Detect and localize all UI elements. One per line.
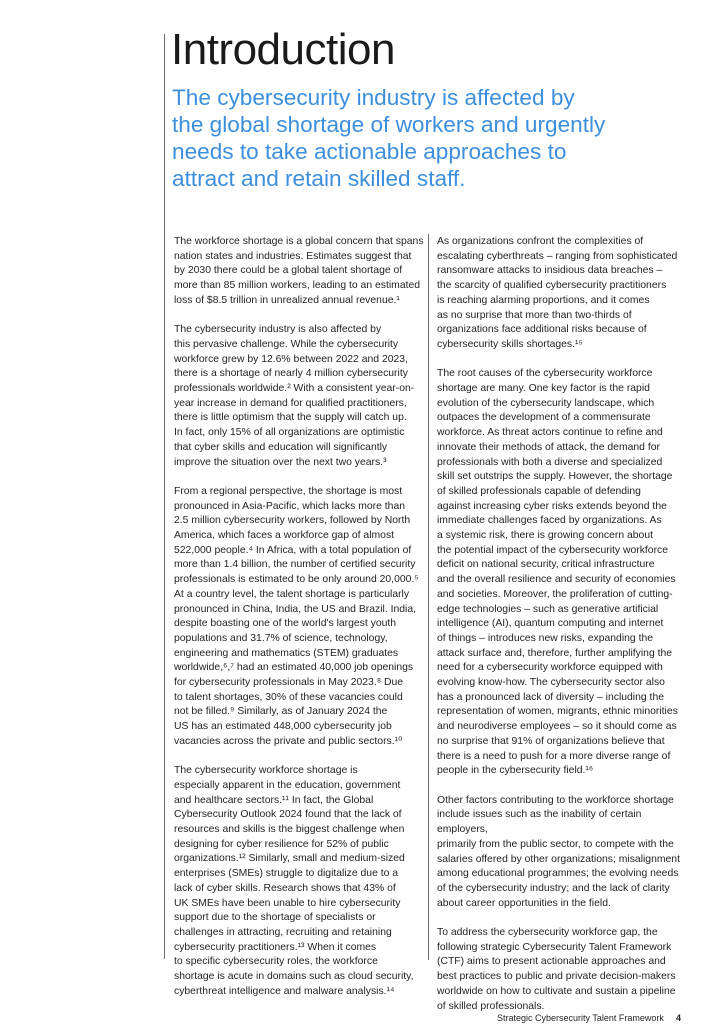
- column-divider: [428, 234, 429, 960]
- paragraph: The cybersecurity workforce shortage is especially apparent in the education, government and healthcare sectors.¹¹ In fact, the Global Cybersecurity Outlook 2024 found that the lack of resources and skills is the biggest challenge when designing for cyber resilience for 52% of public organizations.¹² Similarly, small and medium-sized enterprises (SMEs) struggle to digitalize due to a lack of cyber skills. Research shows that 43% of UK SMEs have been unable to hire cybersecurity support due to the shortage of specialists or challenges in attracting, recruiting and retaining cybersecurity practitioners.¹³ When it comes to specific cybersecurity roles, the workforce shortage is acute in domains such as cloud security, cyberthreat intelligence and malware analysis.¹⁴: [174, 765, 414, 997]
- paragraph: The root causes of the cybersecurity workforce shortage are many. One key factor is the rapid evolution of the cybersecurity landscape, which outpaces the development of a commensurate workforce. As threat actors continue to refine and innovate their methods of attack, the demand for professionals with both a diverse and specialized skill set outstrips the supply. However, the shortage of skilled professionals capable of defending against increasing cyber risks extends beyond the immediate challenges faced by organizations. As a systemic risk, there is growing concern about the potential impact of the cybersecurity workforce deficit on national security, critical infrastructure and the overall resilience and security of economies and societies. Moreover, the proliferation of cutting- edge technologies – such as generative artificial intelligence (AI), quantum computing and internet of things – introduces new risks, expanding the attack surface and, therefore, further amplifying the need for a cybersecurity workforce equipped with evolving know-how. The cybersecurity sector also has a pronounced lack of diversity – including the representation of women, migrants, ethnic minorities and neurodiverse employees – so it should come as no surprise that 91% of organizations believe that there is a need to push for a more diverse range of people in the cybersecurity field.¹⁶: [437, 368, 678, 777]
- page-subtitle: The cybersecurity industry is affected by the global shortage of workers and urgently needs to take actionable approaches to attract and retain skilled staff.: [172, 85, 606, 191]
- paragraph: From a regional perspective, the shortage is most pronounced in Asia-Pacific, which lacks more than 2.5 million cybersecurity workers, followed by North America, which faces a workforce gap of almost 522,000 people.⁴ In Africa, with a total population of more than 1.4 billion, the number of certified security professionals is estimated to be only around 20,000.⁵ At a country level, the talent shortage is particularly pronounced in China, India, the US and Brazil. India, despite boasting one of the world's largest youth populations and 31.7% of science, technology, engineering and mathematics (STEM) graduates worldwide,⁶,⁷ had an estimated 40,000 job openings for cybersecurity professionals in May 2023.⁸ Due to talent shortages, 30% of these vacancies could not be filled.⁹ Similarly, as of January 2024 the US has an estimated 448,000 cybersecurity job vacancies across the private and public sectors.¹⁰: [174, 485, 419, 747]
- right-column: [437, 235, 686, 1029]
- paragraph: To address the cybersecurity workforce gap, the following strategic Cybersecurity Talent Framework (CTF) aims to present actionable approaches and best practices to public and private decision-makers worldwide on how to cultivate and sustain a pipeline of skilled professionals.: [437, 927, 676, 1012]
- paragraph: The workforce shortage is a global concern that spans nation states and industries. Estimates suggest that by 2030 there could be a global talent shortage of more than 85 million workers, leading to an estimated loss of $8.5 trillion in unrealized annual revenue.¹: [174, 236, 424, 306]
- footer-publication-title: Strategic Cybersecurity Talent Framework: [497, 1013, 664, 1023]
- page-number: 4: [676, 1013, 682, 1023]
- left-margin-rule: [164, 34, 165, 959]
- left-column: [174, 235, 424, 1014]
- paragraph: The cybersecurity industry is also affected by this pervasive challenge. While the cybersecurity workforce grew by 12.6% between 2022 and 2023, there is a shortage of nearly 4 million cybersecurity professionals worldwide.² With a consistent year-on- year increase in demand for qualified practitioners, there is little optimism that the supply will catch up. In fact, only 15% of all organizations are optimistic that cyber skills and education will significantly improve the situation over the next two years.³: [174, 324, 415, 468]
- paragraph: As organizations confront the complexities of escalating cyberthreats – ranging from sophisticated ransomware attacks to insidious data breaches – the scarcity of qualified cybersecurity practitioners is reaching alarming proportions, and it comes as no surprise that more than two-thirds of organizations face additional risks because of cybersecurity skills shortages.¹⁵: [437, 236, 678, 350]
- page-title: Introduction: [171, 25, 395, 74]
- paragraph: Other factors contributing to the workforce shortage include issues such as the inability of certain employers, primarily from the public sector, to compete with the salaries offered by other organizations; misalignment among educational programmes; the evolving needs of the cybersecurity industry; and the lack of clarity about career opportunities in the field.: [437, 794, 680, 909]
